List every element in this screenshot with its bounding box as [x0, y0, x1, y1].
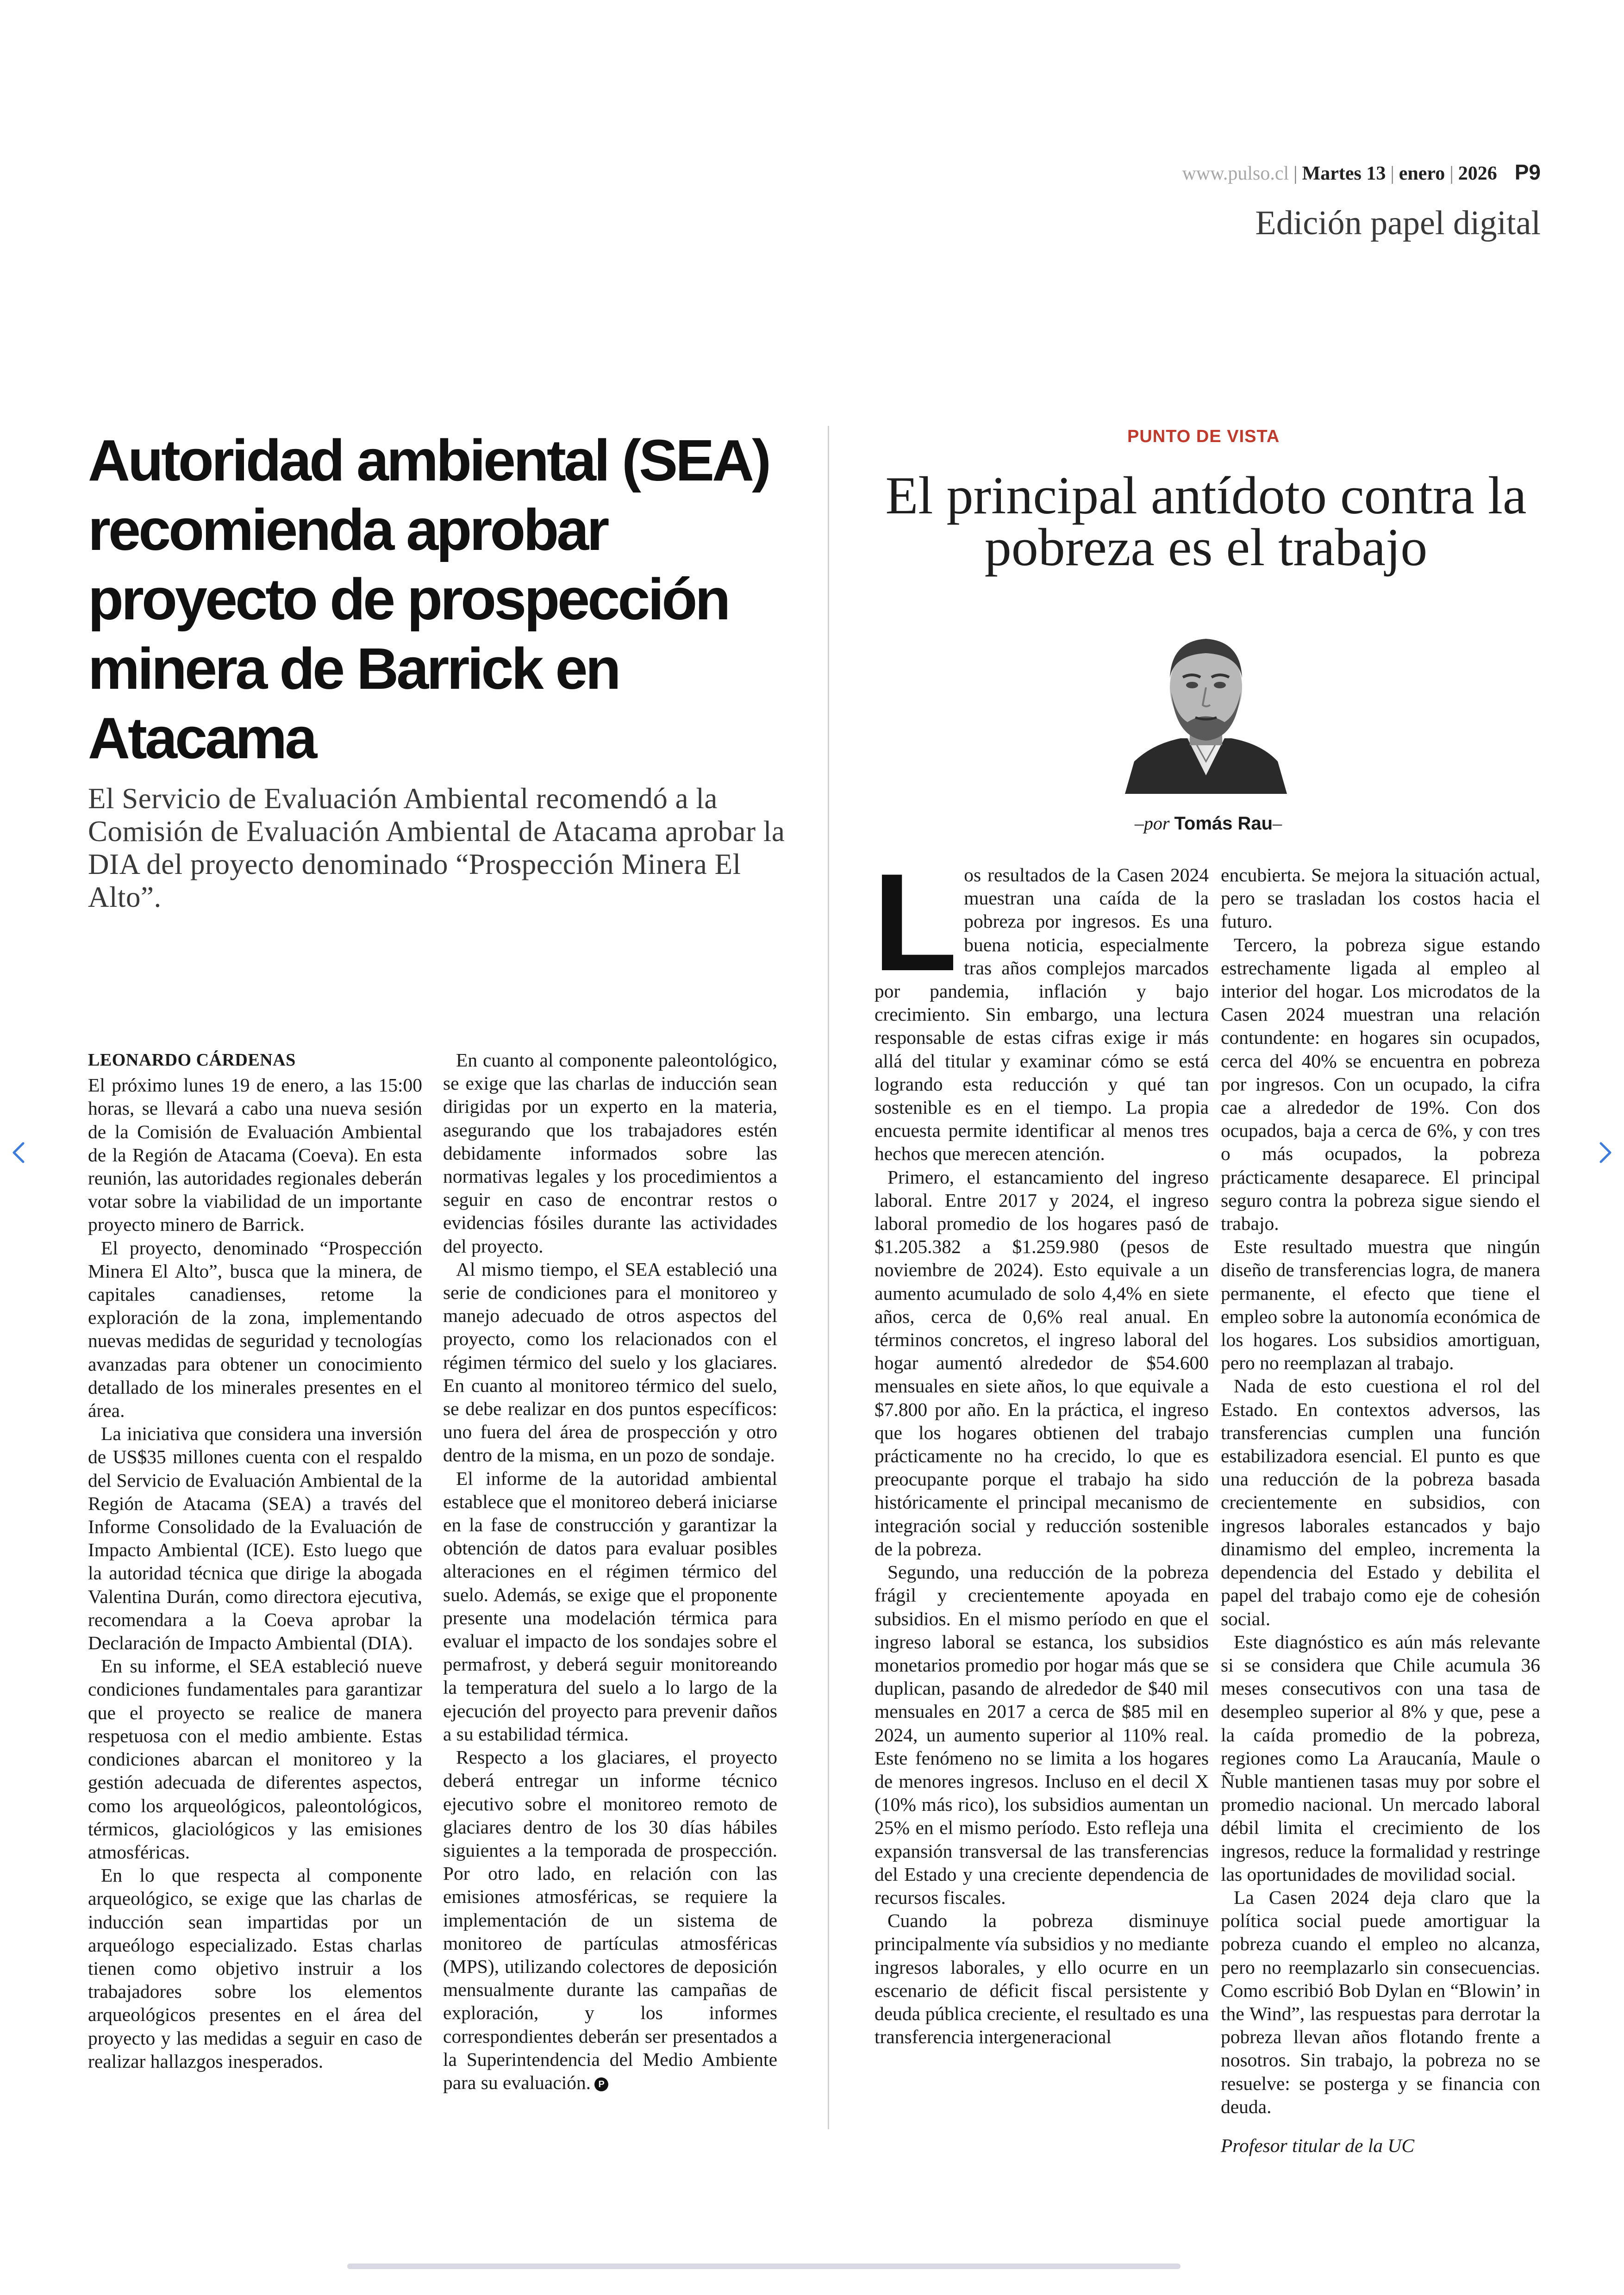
paragraph: El proyecto, denominado “Prospección Minera El Alto”, busca que la minera, de capitales canadienses, retome la exploración de la zona, implementando nuevas medidas de seguridad y tecnologías avanzadas para obtener un conocimiento detallado de los minerales presentes en el área. [88, 1237, 422, 1422]
drop-cap: L [873, 844, 958, 1000]
paragraph: Nada de esto cuestiona el rol del Estado. En contextos adversos, las transferencias cumplen una función estabilizadora esencial. El punto es que una reducción de la pobreza basada crecientemente en subsidios, con ingresos laborales estancados y bajo dinamismo del empleo, incrementa la dependencia del Estado y debilita el papel del trabajo como eje de cohesión social. [1221, 1375, 1540, 1629]
left-article-column-1 [88, 1048, 422, 2073]
byline-prefix: –por [1134, 813, 1170, 834]
paragraph: El informe de la autoridad ambiental establece que el monitoreo deberá iniciarse en la fase de construcción y garantizar la obtención de datos para evaluar posibles alteraciones en el régimen térmico del suelo. Además, se exige que el proponente presente una modelación térmica para evaluar el impacto de los sondajes sobre el permafrost, y deberá seguir monitoreando la temperatura del suelo a lo largo de la ejecución del proyecto para prevenir daños a su estabilidad térmica. [443, 1467, 777, 1745]
horizontal-scrollbar[interactable] [347, 2264, 1181, 2269]
left-article-title: Autoridad ambiental (SEA) recomienda aprobar proyecto de prospección minera de Barrick en Atacama [88, 428, 769, 771]
left-article-column-2 [443, 1048, 777, 2094]
previous-page-button[interactable] [5, 1129, 32, 1176]
paragraph: La iniciativa que considera una inversión de US$35 millones cuenta con el respaldo del Servicio de Evaluación Ambiental de la Región de Atacama (SEA) a través del Informe Consolidado de la Evaluación de Impacto Ambiental (ICE). Esto luego que la autoridad técnica que dirige la abogada Valentina Durán, como directora ejecutiva, recomendara a la Coeva aprobar la Declaración de Impacto Ambiental (DIA). [88, 1423, 422, 1654]
paragraph: Cuando la pobreza disminuye principalmente vía subsidios y no mediante ingresos laborales, y ello ocurre en un escenario de déficit fiscal persistente y deuda pública creciente, el resultado es una transferencia intergeneracional [874, 1910, 1209, 2048]
paragraph: Este resultado muestra que ningún diseño de transferencias logra, de manera permanente, el efecto que tiene el empleo sobre la autonomía económica de los hogares. Los subsidios amortiguan, pero no reemplazan al trabajo. [1221, 1236, 1540, 1374]
paragraph: Tercero, la pobreza sigue estando estrechamente ligada al empleo al interior del hogar. Los microdatos de la Casen 2024 muestran una relación contundente: en hogares sin ocupados, cerca del 40% se encuentra en pobreza por ingresos. Con un ocupado, la cifra cae a alrededor de 19%. Con dos ocupados, baja a cerca de 6%, y con tres o más ocupados, la pobreza prácticamente desaparece. El principal seguro contra la pobreza sigue siendo el trabajo. [1221, 934, 1540, 1235]
author-credentials: Profesor titular de la UC [1221, 2134, 1415, 2156]
next-page-button[interactable] [1592, 1129, 1619, 1176]
right-article-column-2 [1221, 863, 1540, 2157]
left-article-lede: El Servicio de Evaluación Ambiental recomendó a la Comisión de Evaluación Ambiental de Atacama aprobar la DIA del proyecto denominado “Prospección Minera El Alto”. [88, 782, 785, 913]
byline-suffix: – [1273, 813, 1282, 834]
right-article-column-1 [873, 844, 1209, 2048]
site-url: www.pulso.cl [1182, 163, 1289, 184]
paragraph-last [443, 1746, 777, 2094]
right-article-title: El principal antídoto contra la pobreza es el trabajo [885, 466, 1527, 577]
paragraph: En su informe, el SEA estableció nueve condiciones fundamentales para garantizar que el proyecto se realice de manera respetuosa con el medio ambiente. Estas condiciones abarcan el monitoreo y la gestión adecuada de diferentes aspectos, como los arqueológicos, paleontológicos, térmicos, glaciológicos y las emisiones atmosféricas. [88, 1655, 422, 1863]
end-of-article-icon: P [594, 2077, 608, 2091]
article-author: LEONARDO CÁRDENAS [88, 1050, 296, 1070]
issue-year: 2026 [1458, 163, 1497, 184]
section-kicker: PUNTO DE VISTA [1127, 427, 1280, 446]
paragraph-text: Respecto a los glaciares, el proyecto deberá entregar un informe técnico ejecutivo sobre el monitoreo remoto de glaciares dentro de los 30 días hábiles siguientes a la temporada de prospección. Por otro lado, en relación con las emisiones atmosféricas, se requiere la implementación de un sistema de monitoreo de partículas atmosféricas (MPS), utilizando colectores de deposición mensualmente durante las campañas de exploración, y los informes correspondientes deberán ser presentados a la Superintendencia del Medio Ambiente para su evaluación. [443, 1746, 777, 2093]
page-header-info: www.pulso.cl | Martes 13 | enero | 2026 P9 [1182, 160, 1541, 184]
page-number: P9 [1514, 160, 1541, 184]
paragraph: encubierta. Se mejora la situación actual, pero se trasladan los costos hacia el futuro. [1221, 864, 1540, 932]
byline-author: Tomás Rau [1174, 813, 1273, 834]
column-divider [828, 426, 829, 2129]
paragraph: Al mismo tiempo, el SEA estableció una serie de condiciones para el monitoreo y manejo adecuado de otros aspectos del proyecto, como los relacionados con el régimen térmico del suelo y los glaciares. En cuanto al monitoreo térmico del suelo, se debe realizar en dos puntos específicos: uno fuera del área de prospección y otro dentro de la misma, en un pozo de sondaje. [443, 1258, 777, 1466]
issue-month: enero [1399, 163, 1445, 184]
chevron-left-icon [5, 1129, 32, 1176]
edition-label: Edición papel digital [1255, 204, 1541, 242]
paragraph: En lo que respecta al componente arqueológico, se exige que las charlas de inducción sean impartidas por un arqueólogo especializado. Estas charlas tienen como objetivo instruir a los trabajadores sobre los elementos arqueológicos presentes en el área del proyecto y las medidas a seguir en caso de realizar hallazgos inesperados. [88, 1865, 422, 2072]
paragraph: Primero, el estancamiento del ingreso laboral. Entre 2017 y 2024, el ingreso laboral promedio de los hogares pasó de $1.205.382 a $1.259.980 (pesos de noviembre de 2024). Esto equivale a un aumento acumulado de solo 4,4% en siete años, cerca de 0,6% real anual. En términos concretos, el ingreso laboral del hogar aumentó alrededor de $54.600 mensuales en siete años, lo que equivale a $7.800 por año. En la práctica, el ingreso que los hogares obtienen del trabajo prácticamente no ha crecido, lo que es preocupante porque el trabajo ha sido históricamente el principal mecanismo de integración social y reducción sostenible de la pobreza. [874, 1166, 1209, 1559]
paragraph: La Casen 2024 deja claro que la política social puede amortiguar la pobreza cuando el empleo no alcanza, pero no reemplazarlo sin consecuencias. Como escribió Bob Dylan en “Blowin’ in the Wind”, las respuestas para derrotar la pobreza llevan años flotando frente a nosotros. Sin trabajo, la pobreza no se resuelve: se posterga y se financia con deuda. [1221, 1886, 1540, 2117]
paragraph: El próximo lunes 19 de enero, a las 15:00 horas, se llevará a cabo una nueva sesión de la Comisión de Evaluación Ambiental de la Región de Atacama (Coeva). En esta reunión, las autoridades regionales deberán votar sobre la viabilidad de un importante proyecto minero de Barrick. [88, 1074, 422, 1235]
paragraph: Este diagnóstico es aún más relevante si se considera que Chile acumula 36 meses consecutivos con una tasa de desempleo superior al 8% y que, pese a la caída promedio de la pobreza, regiones como La Araucanía, Maule o Ñuble mantienen tasas muy por sobre el promedio nacional. Un mercado laboral débil limita el crecimiento de los ingresos, reduce la formalidad y restringe las oportunidades de movilidad social. [1221, 1631, 1540, 1885]
paragraph: En cuanto al componente paleontológico, se exige que las charlas de inducción sean dirigidas por un experto en la materia, asegurando que los trabajadores estén debidamente informados sobre las normativas legales y los procedimientos a seguir en caso de encontrar restos o evidencias fósiles durante las actividades del proyecto. [443, 1049, 777, 1257]
paragraph: os resultados de la Casen 2024 muestran una caída de la pobreza por ingresos. Es una buena noticia, especialmente tras años complejos marcados por pandemia, inflación y bajo crecimiento. Sin embargo, una lectura responsable de estas cifras exige ir más allá del titular y examinar cómo se está logrando esta reducción y qué tan sostenible es en el tiempo. La propia encuesta permite identificar al menos tres hechos que merecen atención. [874, 864, 1209, 1165]
paragraph: Segundo, una reducción de la pobreza frágil y crecientemente apoyada en subsidios. En el mismo período en que el ingreso laboral se estanca, los subsidios monetarios promedio por hogar más que se duplican, pasando de alrededor de $40 mil mensuales en 2017 a cerca de $85 mil en 2024, un aumento superior al 110% real. Este fenómeno no se limita a los hogares de menores ingresos. Incluso en el decil X (10% más rico), los subsidios aumentan un 25% en el mismo período. Esto refleja una expansión transversal de las transferencias del Estado y una creciente dependencia de recursos fiscales. [874, 1561, 1209, 1908]
chevron-right-icon [1592, 1129, 1619, 1176]
author-portrait [1125, 623, 1287, 794]
scrollbar-thumb[interactable] [347, 2264, 1181, 2269]
byline [1065, 812, 1352, 834]
issue-day: Martes 13 [1302, 163, 1386, 184]
